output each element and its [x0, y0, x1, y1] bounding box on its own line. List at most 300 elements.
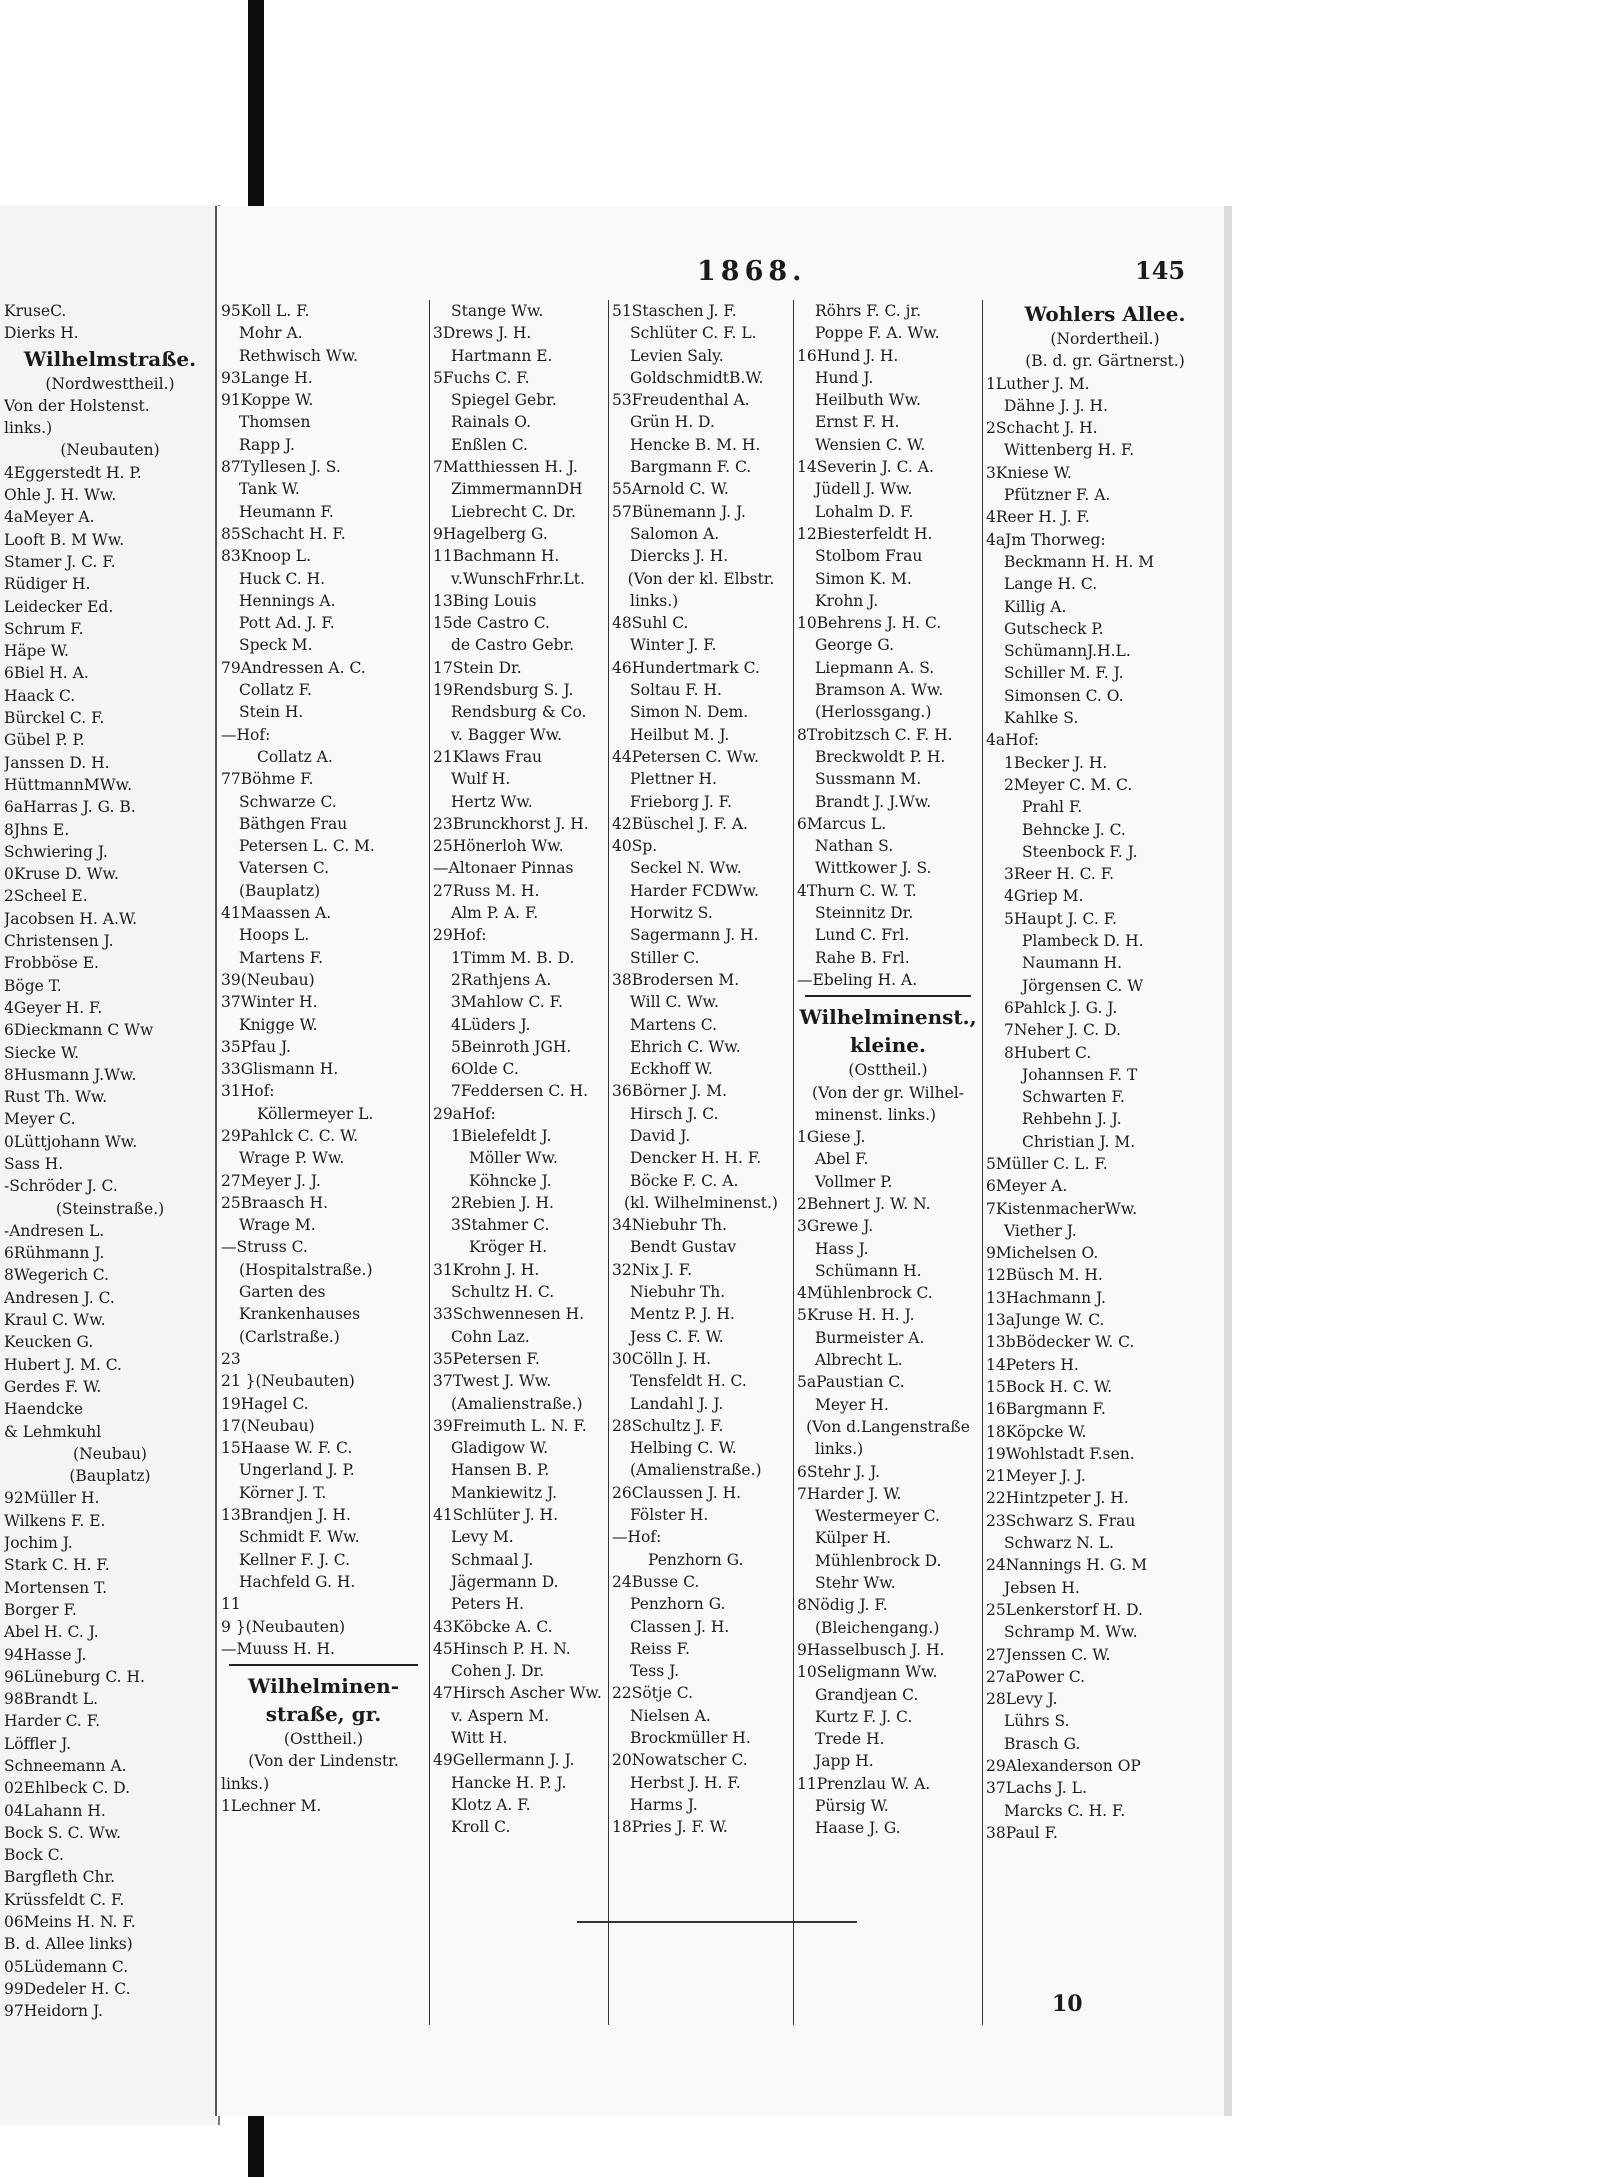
resident-entry: 34Niebuhr Th. — [612, 1216, 727, 1235]
resident-entry: Schneemann A. — [4, 1757, 127, 1775]
resident-entry: Haack C. — [4, 686, 76, 705]
resident-entry: 4Eggerstedt H. P. — [4, 463, 142, 482]
resident-entry: Collatz A. — [257, 747, 333, 766]
resident-entry: 8Hubert C. — [1004, 1043, 1092, 1062]
resident-entry: 92Müller H. — [4, 1489, 100, 1508]
resident-entry: 6Dieckmann C Ww — [4, 1021, 154, 1040]
resident-entry: Sussmann M. — [815, 770, 922, 789]
resident-entry: Abel H. C. J. — [4, 1623, 99, 1642]
resident-entry: Plettner H. — [630, 770, 717, 789]
resident-entry: B. d. Allee links) — [4, 1935, 133, 1954]
resident-entry: 13bBödecker W. C. — [986, 1333, 1135, 1352]
resident-entry: ZimmermannDH — [451, 480, 583, 499]
resident-entry: 4aHof: — [986, 731, 1039, 750]
resident-entry: Borger F. — [4, 1600, 77, 1619]
resident-entry: Christensen J. — [4, 932, 114, 951]
resident-entry: 9Michelsen O. — [986, 1244, 1099, 1263]
resident-entry: 6Rühmann J. — [4, 1244, 105, 1263]
resident-entry: Kahlke S. — [1004, 709, 1079, 728]
resident-entry: Frieborg J. F. — [630, 792, 732, 811]
resident-entry: Ehrich C. Ww. — [630, 1037, 741, 1056]
resident-entry: Speck M. — [239, 636, 313, 655]
resident-entry: —Altonaer Pinnas — [433, 859, 574, 878]
page-number: 145 — [1135, 256, 1186, 285]
resident-entry: 06Meins H. N. F. — [4, 1913, 136, 1932]
resident-entry: 19Hagel C. — [221, 1394, 309, 1413]
resident-entry: Jüdell J. Ww. — [815, 480, 913, 499]
resident-entry: 1Becker J. H. — [1004, 753, 1108, 772]
resident-entry: Sass H. — [4, 1154, 64, 1173]
resident-entry: Bock S. C. Ww. — [4, 1823, 122, 1842]
resident-entry: Röhrs F. C. jr. — [815, 302, 922, 320]
resident-entry: Kröger H. — [469, 1238, 548, 1257]
resident-entry: Sagermann J. H. — [630, 926, 759, 945]
resident-entry: 39(Neubau) — [221, 970, 315, 989]
resident-entry: 48Suhl C. — [612, 614, 689, 633]
resident-entry: Klotz A. F. — [451, 1795, 531, 1814]
resident-entry: Krüssfeldt C. F. — [4, 1890, 125, 1909]
street-heading: Wilhelminen- — [247, 1674, 400, 1699]
resident-entry: Rendsburg & Co. — [451, 703, 587, 722]
street-heading: Wohlers Allee. — [1024, 302, 1186, 326]
resident-entry: 4Lüders J. — [451, 1015, 531, 1034]
resident-entry: 3Mahlow C. F. — [451, 993, 563, 1012]
resident-entry: Gladigow W. — [451, 1439, 549, 1458]
resident-entry: 27Jenssen C. W. — [986, 1645, 1111, 1664]
resident-entry: Jess C. F. W. — [630, 1327, 724, 1346]
resident-entry: Spiegel Gebr. — [451, 391, 557, 410]
resident-entry: Hubert J. M. C. — [4, 1355, 122, 1374]
resident-entry: 6Olde C. — [451, 1060, 519, 1079]
resident-entry: 27Meyer J. J. — [221, 1171, 321, 1190]
resident-entry: 10Seligmann Ww. — [797, 1663, 938, 1682]
resident-entry: Trede H. — [815, 1730, 885, 1749]
resident-entry: 28Schultz J. F. — [612, 1416, 724, 1435]
resident-entry: —Ebeling H. A. — [797, 970, 918, 989]
resident-entry: 38Brodersen M. — [612, 970, 740, 989]
resident-entry: 79Andressen A. C. — [221, 658, 366, 677]
resident-entry: 33Schwennesen H. — [433, 1305, 585, 1324]
section-rule — [229, 1664, 418, 1666]
resident-entry: 5aPaustian C. — [797, 1373, 905, 1392]
street-heading: Wilhelminenst., — [799, 1005, 977, 1030]
resident-entry: SchümannJ.H.L. — [1004, 642, 1131, 661]
resident-entry: 1Timm M. B. D. — [451, 948, 575, 967]
resident-entry: 7KistenmacherWw. — [986, 1199, 1138, 1218]
resident-entry: 29aHof: — [433, 1104, 496, 1123]
resident-entry: Prahl F. — [1022, 798, 1083, 817]
resident-entry: 5Haupt J. C. F. — [1004, 909, 1117, 928]
resident-entry: 83Knoop L. — [221, 547, 312, 566]
street-note: (Bauplatz) — [239, 881, 321, 900]
resident-entry: Rüdiger H. — [4, 575, 91, 594]
resident-entry: 53Freudenthal A. — [612, 391, 750, 410]
resident-entry: Jacobsen H. A.W. — [4, 909, 138, 928]
resident-entry: Dencker H. H. F. — [630, 1149, 762, 1168]
resident-entry: 45Hinsch P. H. N. — [433, 1639, 571, 1658]
street-note: (Neubauten) — [60, 441, 160, 460]
resident-entry: 35Petersen F. — [433, 1349, 540, 1368]
resident-entry: Rethwisch Ww. — [239, 346, 359, 365]
resident-entry: Christian J. M. — [1022, 1132, 1136, 1151]
street-note: (Steinstraße.) — [55, 1199, 165, 1218]
resident-entry: 9Hagelberg G. — [433, 524, 548, 543]
resident-entry: 96Lüneburg C. H. — [4, 1667, 145, 1686]
resident-entry: Harder C. F. — [4, 1712, 101, 1731]
directory-column-3 — [612, 300, 790, 1838]
resident-entry: Dierks H. — [4, 324, 79, 343]
resident-entry: Levy M. — [451, 1528, 514, 1547]
resident-entry: Pürsig W. — [815, 1797, 889, 1815]
resident-entry: 4aMeyer A. — [4, 508, 95, 527]
resident-entry: 5Fuchs C. F. — [433, 368, 530, 387]
resident-entry: Viether J. — [1004, 1221, 1077, 1240]
street-note: (Von der kl. Elbstr. — [627, 569, 775, 588]
resident-entry: 29Pahlck C. C. W. — [221, 1126, 359, 1145]
resident-entry: 6Stehr J. J. — [797, 1462, 881, 1481]
resident-entry: Schwiering J. — [4, 842, 108, 861]
resident-entry: Brockmüller H. — [630, 1729, 751, 1747]
resident-entry: links.) — [630, 591, 679, 610]
street-note: (Von der Lindenstr. — [248, 1752, 399, 1771]
resident-entry: 02Ehlbeck C. D. — [4, 1779, 131, 1798]
directory-page — [215, 206, 1227, 2116]
resident-entry: 99Dedeler H. C. — [4, 1979, 131, 1998]
resident-entry: 85Schacht H. F. — [221, 524, 346, 543]
resident-entry: 1Bielefeldt J. — [451, 1126, 552, 1145]
resident-entry: 25Hönerloh Ww. — [433, 837, 564, 856]
street-note: (Osttheil.) — [283, 1730, 364, 1749]
resident-entry: Heumann F. — [239, 502, 334, 521]
resident-entry: Harder FCDWw. — [630, 881, 759, 900]
resident-entry: 43Köbcke A. C. — [433, 1617, 553, 1636]
resident-entry: Tess J. — [630, 1662, 680, 1681]
resident-entry: 6Meyer A. — [986, 1177, 1068, 1196]
resident-entry: Martens F. — [239, 948, 324, 967]
resident-entry: 22Sötje C. — [612, 1684, 694, 1703]
resident-entry: Cohn Laz. — [451, 1327, 530, 1346]
street-note: (Herlossgang.) — [815, 703, 932, 722]
column-divider — [982, 300, 983, 2025]
resident-entry: Stamer J. C. F. — [4, 552, 116, 571]
resident-entry: Kraul C. Ww. — [4, 1311, 106, 1330]
resident-entry: Hartmann E. — [451, 346, 553, 365]
resident-entry: Collatz F. — [239, 681, 312, 700]
resident-entry: Brasch G. — [1004, 1734, 1081, 1753]
resident-entry: 4Geyer H. F. — [4, 998, 103, 1017]
resident-entry: de Castro Gebr. — [451, 636, 575, 655]
resident-entry: Nielsen A. — [630, 1706, 711, 1725]
resident-entry: Knigge W. — [239, 1015, 318, 1034]
resident-entry: Jebsen H. — [1004, 1578, 1080, 1597]
resident-entry: links.) — [221, 1774, 270, 1793]
resident-entry: Enßlen C. — [451, 435, 528, 454]
resident-entry: 15de Castro C. — [433, 614, 550, 633]
resident-entry: Niebuhr Th. — [630, 1283, 726, 1302]
resident-entry: Schwarten F. — [1022, 1088, 1125, 1107]
resident-entry: Wrage P. Ww. — [239, 1149, 345, 1168]
resident-entry: Hirsch J. C. — [630, 1104, 719, 1123]
resident-entry: Rehbehn J. J. — [1022, 1110, 1122, 1129]
resident-entry: 6Biel H. A. — [4, 664, 89, 683]
resident-entry: Salomon A. — [630, 524, 720, 543]
street-note: (Hospitalstraße.) — [239, 1260, 373, 1279]
resident-entry: Brandt J. J.Ww. — [815, 792, 932, 811]
resident-entry: 8Husmann J.Ww. — [4, 1065, 137, 1084]
resident-entry: 36Börner J. M. — [612, 1082, 728, 1101]
directory-column-1 — [221, 300, 426, 1817]
resident-entry: 35Pfau J. — [221, 1037, 291, 1056]
resident-entry: Siecke W. — [4, 1043, 80, 1062]
resident-entry: Schramp M. Ww. — [1004, 1623, 1138, 1642]
resident-entry: Gübel P. P. — [4, 731, 85, 750]
resident-entry: 8Trobitzsch C. F. H. — [797, 725, 953, 744]
resident-entry: 0Lüttjohann Ww. — [4, 1132, 138, 1151]
resident-entry: Löffler J. — [4, 1734, 72, 1753]
page-year: 1868. — [697, 256, 807, 287]
resident-entry: Lange H. C. — [1004, 575, 1098, 594]
resident-entry: links.) — [815, 1440, 864, 1459]
resident-entry: Witt H. — [451, 1729, 508, 1747]
resident-entry: 40Sp. — [612, 837, 658, 856]
resident-entry: Behncke J. C. — [1022, 820, 1126, 839]
resident-entry: Schwarz N. L. — [1004, 1534, 1114, 1553]
resident-entry: Ungerland J. P. — [239, 1461, 355, 1480]
resident-entry: Von der Holstenst. — [4, 396, 150, 415]
resident-entry: 3Grewe J. — [797, 1217, 874, 1236]
resident-entry: Bäthgen Frau — [239, 814, 348, 833]
resident-entry: 8Jhns E. — [4, 820, 70, 839]
resident-entry: Schultz H. C. — [451, 1283, 555, 1302]
resident-entry: George G. — [815, 636, 895, 655]
resident-entry: Bargfleth Chr. — [4, 1868, 116, 1887]
street-heading: straße, gr. — [265, 1702, 382, 1727]
resident-entry: 05Lüdemann C. — [4, 1957, 129, 1976]
resident-entry: Schrum F. — [4, 619, 84, 638]
resident-entry: 97Heidorn J. — [4, 2002, 103, 2021]
resident-entry: Stein H. — [239, 703, 304, 722]
resident-entry: Breckwoldt P. H. — [815, 747, 946, 766]
resident-entry: Dähne J. J. H. — [1004, 396, 1108, 415]
resident-entry: Pfützner F. A. — [1004, 486, 1111, 505]
resident-entry: Huck C. H. — [239, 569, 326, 588]
resident-entry: Burmeister A. — [815, 1328, 925, 1347]
resident-entry: Tank W. — [239, 480, 300, 499]
resident-entry: 29Alexanderson OP — [986, 1757, 1141, 1775]
previous-page-column — [4, 300, 216, 2023]
resident-entry: Nathan S. — [815, 837, 894, 856]
street-note: (Amalienstraße.) — [630, 1461, 762, 1480]
resident-entry: Häpe W. — [4, 642, 69, 661]
resident-entry: 23Schwarz S. Frau — [986, 1511, 1136, 1530]
resident-entry: 7Matthiessen H. J. — [433, 458, 578, 477]
resident-entry: 18Köpcke W. — [986, 1422, 1087, 1441]
resident-entry: Winter J. F. — [630, 636, 717, 655]
resident-entry: v.WunschFrhr.Lt. — [451, 569, 585, 588]
street-note: (Amalienstraße.) — [451, 1394, 583, 1413]
resident-entry: Pott Ad. J. F. — [239, 614, 335, 633]
directory-column-4 — [797, 300, 979, 1840]
resident-entry: Seckel N. Ww. — [630, 859, 742, 878]
resident-entry: 2Schacht J. H. — [986, 419, 1098, 438]
resident-entry: 5Kruse H. H. J. — [797, 1306, 915, 1325]
resident-entry: Schmidt F. Ww. — [239, 1528, 360, 1547]
resident-entry: Stehr Ww. — [815, 1574, 896, 1593]
resident-entry: 04Lahann H. — [4, 1801, 106, 1820]
resident-entry: 19Rendsburg S. J. — [433, 681, 574, 700]
resident-entry: 95Koll L. F. — [221, 302, 310, 320]
resident-entry: Bock C. — [4, 1846, 64, 1865]
resident-entry: Heilbut M. J. — [630, 725, 730, 744]
resident-entry: —Muuss H. H. — [221, 1639, 335, 1658]
resident-entry: Bendt Gustav — [630, 1238, 737, 1257]
resident-entry: Mankiewitz J. — [451, 1483, 558, 1502]
resident-entry: 39Freimuth L. N. F. — [433, 1416, 587, 1435]
resident-entry: Marcks C. H. F. — [1004, 1801, 1126, 1820]
resident-entry: Levien Saly. — [630, 346, 724, 365]
resident-entry: 3Kniese W. — [986, 463, 1072, 482]
resident-entry: Köhncke J. — [469, 1171, 552, 1190]
street-heading: Wilhelmstraße. — [23, 346, 197, 371]
resident-entry: 20Nowatscher C. — [612, 1751, 748, 1770]
street-note: (Nordwesttheil.) — [45, 374, 175, 393]
resident-entry: Vollmer P. — [815, 1172, 893, 1191]
resident-entry: Cohen J. Dr. — [451, 1662, 545, 1681]
resident-entry: 5Müller C. L. F. — [986, 1154, 1108, 1173]
street-note: (Von der gr. Wilhel- — [812, 1083, 964, 1102]
resident-entry: & Lehmkuhl — [4, 1422, 102, 1441]
resident-entry: David J. — [630, 1126, 691, 1145]
resident-entry: 4Mühlenbrock C. — [797, 1284, 933, 1303]
resident-entry: 26Claussen J. H. — [612, 1483, 742, 1502]
resident-entry: 44Petersen C. Ww. — [612, 747, 759, 766]
resident-entry: Meyer C. — [4, 1110, 76, 1129]
resident-entry: 11 — [221, 1595, 241, 1614]
resident-entry: 9Hasselbusch J. H. — [797, 1640, 945, 1659]
resident-entry: Kellner F. J. C. — [239, 1550, 351, 1569]
resident-entry: Will C. Ww. — [630, 993, 719, 1012]
resident-entry: 4Reer H. J. F. — [986, 508, 1090, 527]
resident-entry: Fölster H. — [630, 1506, 709, 1525]
resident-entry: Soltau F. H. — [630, 681, 722, 700]
resident-entry: 47Hirsch Ascher Ww. — [433, 1684, 602, 1703]
resident-entry: 33Glismann H. — [221, 1060, 339, 1079]
resident-entry: Mohr A. — [239, 324, 303, 343]
resident-entry: 57Bünemann J. J. — [612, 502, 746, 521]
column-divider — [608, 300, 609, 2025]
street-note: (Neubau) — [73, 1444, 147, 1463]
resident-entry: 1Giese J. — [797, 1128, 866, 1147]
resident-entry: 17Stein Dr. — [433, 658, 522, 677]
resident-entry: Jägermann D. — [451, 1572, 559, 1591]
resident-entry: Hencke B. M. H. — [630, 435, 761, 454]
resident-entry: 37Twest J. Ww. — [433, 1372, 552, 1391]
resident-entry: Hansen B. P. — [451, 1461, 550, 1480]
resident-entry: 15Bock H. C. W. — [986, 1377, 1113, 1396]
resident-entry: Möller Ww. — [469, 1149, 558, 1168]
resident-entry: Köllermeyer L. — [257, 1104, 374, 1123]
resident-entry: Ernst F. H. — [815, 413, 900, 432]
resident-entry: Schmaal J. — [451, 1550, 534, 1569]
resident-entry: -Schröder J. C. — [4, 1177, 118, 1196]
resident-entry: 21Meyer J. J. — [986, 1467, 1086, 1486]
directory-column-2 — [433, 300, 605, 1838]
resident-entry: Jörgensen C. W — [1022, 976, 1144, 995]
resident-entry: 13Bing Louis — [433, 591, 537, 610]
resident-entry: Schlüter C. F. L. — [630, 324, 757, 343]
resident-entry: Gutscheck P. — [1004, 619, 1104, 638]
resident-entry: Lund C. Frl. — [815, 926, 910, 945]
street-note: (kl. Wilhelminenst.) — [624, 1193, 778, 1212]
column-divider — [793, 300, 794, 2025]
resident-entry: 51Staschen J. F. — [612, 302, 737, 320]
resident-entry: 13Brandjen J. H. — [221, 1506, 351, 1525]
resident-entry: 31Krohn J. H. — [433, 1260, 540, 1279]
resident-entry: 6Marcus L. — [797, 814, 887, 833]
street-note: (Carlstraße.) — [239, 1327, 340, 1346]
resident-entry: 6aHarras J. G. B. — [4, 798, 136, 817]
resident-entry: Gerdes F. W. — [4, 1377, 102, 1396]
resident-entry: Krohn J. — [815, 591, 879, 610]
resident-entry: Penzhorn G. — [648, 1550, 744, 1569]
resident-entry: Wulf H. — [451, 770, 511, 789]
resident-entry: 27Russ M. H. — [433, 881, 540, 900]
resident-entry: Westermeyer C. — [815, 1507, 940, 1526]
resident-entry: Wrage M. — [239, 1216, 316, 1235]
resident-entry: Rainals O. — [451, 413, 532, 432]
resident-entry: 32Nix J. F. — [612, 1260, 693, 1279]
resident-entry: Simon N. Dem. — [630, 703, 749, 722]
resident-entry: —Hof: — [612, 1528, 662, 1547]
page-edge — [1224, 206, 1232, 2116]
resident-entry: 1Luther J. M. — [986, 374, 1090, 393]
resident-entry: Wilkens F. E. — [4, 1511, 106, 1530]
resident-entry: Lührs S. — [1004, 1712, 1070, 1731]
resident-entry: Mentz P. J. H. — [630, 1305, 735, 1324]
resident-entry: 2Rebien J. H. — [451, 1193, 554, 1212]
resident-entry: Bargmann F. C. — [630, 458, 752, 477]
resident-entry: Rapp J. — [239, 435, 295, 454]
resident-entry: Lohalm D. F. — [815, 502, 914, 521]
resident-entry: 24Nannings H. G. M — [986, 1556, 1148, 1575]
resident-entry: Bürckel C. F. — [4, 709, 105, 728]
resident-entry: Abel F. — [815, 1150, 869, 1169]
resident-entry: 12Büsch M. H. — [986, 1266, 1103, 1285]
resident-entry: 22Hintzpeter J. H. — [986, 1489, 1129, 1508]
resident-entry: 7Neher J. C. D. — [1004, 1021, 1121, 1040]
resident-entry: Hachfeld G. H. — [239, 1572, 356, 1591]
resident-entry: Killig A. — [1004, 597, 1067, 616]
resident-entry: Peters H. — [451, 1595, 525, 1614]
resident-entry: 49Gellermann J. J. — [433, 1751, 575, 1770]
resident-entry: Horwitz S. — [630, 904, 713, 923]
resident-entry: Johannsen F. T — [1022, 1065, 1138, 1084]
resident-entry: 24Busse C. — [612, 1572, 700, 1591]
resident-entry: Keucken G. — [4, 1333, 94, 1352]
footer-rule — [577, 1921, 857, 1923]
resident-entry: HüttmannMWw. — [4, 775, 133, 794]
resident-entry: KruseC. — [4, 302, 67, 320]
resident-entry: Andresen J. C. — [4, 1288, 115, 1307]
resident-entry: Frobböse E. — [4, 954, 99, 973]
resident-entry: Alm P. A. F. — [451, 904, 539, 923]
resident-entry: 42Büschel J. F. A. — [612, 814, 748, 833]
resident-entry: 11Prenzlau W. A. — [797, 1774, 931, 1793]
resident-entry: 8Wegerich C. — [4, 1266, 109, 1285]
resident-entry: Mühlenbrock D. — [815, 1551, 942, 1570]
resident-entry: Meyer H. — [815, 1395, 889, 1414]
resident-entry: Külper H. — [815, 1529, 892, 1548]
